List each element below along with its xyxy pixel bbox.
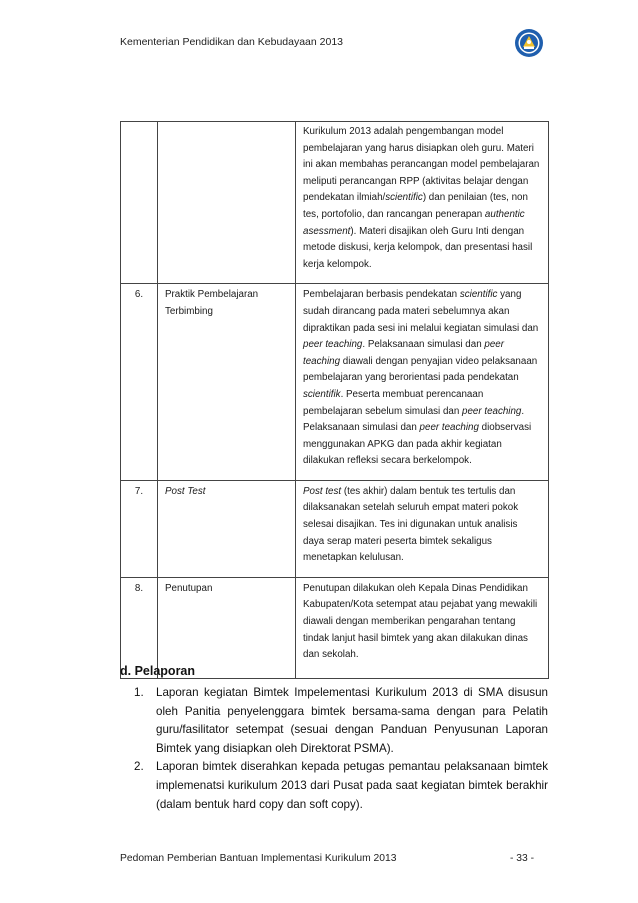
desc-italic: Post test	[303, 485, 342, 497]
list-number: 1.	[134, 686, 144, 699]
report-list	[134, 684, 548, 814]
desc-italic: peer teaching	[303, 339, 363, 351]
desc-text: Kurikulum 2013 adalah pengembangan model pembelajaran yang harus disiapkan oleh guru. Materi ini akan membahas perancangan model pembelajaran meliputi perancangan RPP (aktivitas belajar dengan pendekatan ilmiah/	[303, 126, 540, 204]
desc-italic: scientific	[459, 289, 498, 301]
kemdikbud-logo-icon	[514, 28, 544, 58]
name-cell	[158, 480, 296, 577]
row-number: 7.	[134, 485, 144, 497]
list-item	[134, 758, 548, 814]
desc-text: . Pelaksanaan simulasi dan	[303, 405, 525, 434]
footer-title: Pedoman Pemberian Bantuan Implementasi Kurikulum 2013	[120, 853, 397, 864]
activity-name: Praktik Pembelajaran Terbimbing	[165, 289, 259, 317]
list-text: Laporan bimtek diserahkan kepada petugas pemantau pelaksanaan bimtek implemenatsi kurikulum 2013 dari Pusat pada saat kegiatan bimtek berakhir (dalam bentuk hard copy dan soft copy).	[156, 760, 548, 811]
section-heading: d. Pelaporan	[120, 664, 196, 678]
desc-text: Pembelajaran berbasis pendekatan	[303, 289, 460, 301]
desc-text: ) dan penilaian (tes, non tes, portofolio, dan rancangan penerapan	[303, 192, 528, 220]
description-cell	[296, 122, 549, 284]
desc-text: diawali dengan penyajian video pelaksanaan pembelajaran yang berorientasi pada pendekatan	[303, 355, 538, 384]
page-number: - 33 -	[510, 853, 535, 864]
desc-text: (tes akhir) dalam bentuk tes tertulis dan dilaksanakan setelah seluruh empat materi pokok selesai disajikan. Tes ini digunakan untuk analisis daya serap materi peserta bimtek sekaligus menetapkan kelulusan.	[303, 485, 519, 564]
activity-name: Penutupan	[165, 582, 213, 594]
desc-italic: authentic asessment	[303, 208, 525, 237]
desc-italic: peer teaching	[303, 339, 504, 367]
activity-table	[120, 121, 549, 679]
table-row	[121, 480, 549, 577]
description-cell	[296, 480, 549, 577]
desc-text: ). Materi disajikan oleh Guru Inti dengan metode diskusi, kerja kelompok, dan presentasi hasil kerja kelompok.	[303, 225, 533, 270]
list-text: Laporan kegiatan Bimtek Impelementasi Kurikulum 2013 di SMA disusun oleh Panitia penyelenggara bimtek bersama-sama dengan para Pelatih guru/fasilitator setempat (sesuai dengan Panduan Penyusunan Laporan Bimtek yang disiapkan oleh Direktorat PSMA).	[156, 686, 548, 755]
desc-text: yang sudah dirancang pada materi sebelumnya akan dipraktikan pada sesi ini melalui kegiatan simulasi dan	[303, 289, 539, 334]
list-number: 2.	[134, 760, 144, 774]
row-number: 6.	[134, 289, 144, 301]
description-cell	[296, 577, 549, 678]
description-cell	[296, 284, 549, 481]
desc-italic: peer teaching	[462, 405, 522, 417]
desc-italic: peer teaching	[419, 422, 479, 434]
desc-italic: scientific	[385, 192, 423, 204]
desc-text: diobservasi menggunakan APKG dan pada akhir kegiatan dilakukan refleksi secara berkelompok.	[303, 422, 532, 467]
number-cell	[121, 480, 158, 577]
activity-name: Post Test	[165, 485, 206, 497]
table-row	[121, 122, 549, 284]
desc-text: . Pelaksanaan simulasi dan	[362, 339, 485, 351]
desc-text: Penutupan dilakukan oleh Kepala Dinas Pendidikan Kabupaten/Kota setempat atau pejabat yang mewakili diawali dengan memberikan pengarahan tentang tindak lanjut hasil bimtek yang akan dilakukan dinas dan sekolah.	[303, 582, 538, 661]
number-cell	[121, 284, 158, 481]
number-cell	[121, 122, 158, 284]
row-number: 8.	[134, 582, 144, 594]
name-cell	[158, 122, 296, 284]
table-row	[121, 284, 549, 481]
header-title: Kementerian Pendidikan dan Kebudayaan 2013	[120, 36, 344, 48]
desc-text: . Peserta membuat perencanaan pembelajaran sebelum simulasi dan	[303, 388, 484, 417]
desc-italic: scientifik	[303, 388, 341, 400]
name-cell	[158, 284, 296, 481]
list-item	[134, 684, 548, 758]
